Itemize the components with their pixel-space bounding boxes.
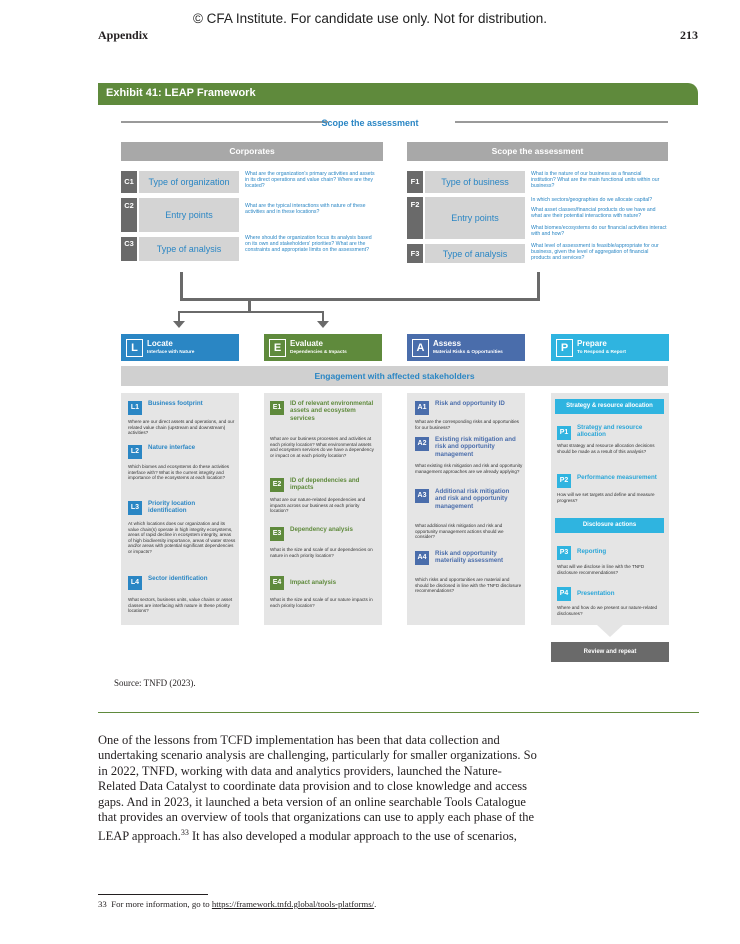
badge-l1: L1 [128,401,142,415]
question-f2-c: What biomes/ecosystems do our financial activities interact with and how? [531,225,667,238]
strategy-heading: Strategy & resource allocation [555,399,664,414]
connector-branch [178,311,324,313]
running-header-section: Appendix [98,28,149,42]
connector-right-drop [537,272,540,300]
step-title-p4: Presentation [577,590,615,597]
step-title-e4: Impact analysis [290,579,337,586]
row-label-c3: Type of analysis [139,237,239,261]
step-desc-e1: What are our business processes and activities at each priority location? What environmental assets and ecosystem services do we have a dependency or impact on at each priority location? [270,436,374,458]
step-title-a1: Risk and opportunity ID [435,400,505,407]
phase-subtitle: Interface with Nature [147,350,195,355]
step-desc-a3: What additional risk mitigation and risk and opportunity management actions should we consider? [415,523,504,540]
step-title-p2: Performance measurement [577,474,657,481]
step-desc-e3: What is the size and scale of our dependencies on nature in each priority location? [270,547,373,558]
badge-e1: E1 [270,401,284,415]
phase-title: Prepare [577,339,607,348]
footnote-rule [98,894,208,895]
financials-heading: Scope the assessment [407,142,668,161]
code-f3: F3 [407,244,423,263]
arrowhead-locate-icon [173,321,185,329]
step-title-a4: Risk and opportunity materiality assessment [435,550,504,565]
badge-l2: L2 [128,445,142,459]
badge-l4: L4 [128,576,142,590]
phase-subtitle: To Respond & Report [577,350,626,355]
step-desc-l2: Which biomes and ecosystems do these activities interface with? What is the current integrity and importance of the ecosystems at each location? [128,464,230,481]
code-f2: F2 [407,197,423,239]
step-title-e3: Dependency analysis [290,526,353,533]
exhibit-title: Exhibit 41: LEAP Framework [106,87,256,99]
step-desc-e2: What are our nature-related dependencies and impacts across our business at each priority location? [270,497,366,514]
footnote-number: 33 [98,899,107,909]
step-title-l2: Nature interface [148,444,196,451]
footnote-ref[interactable]: 33 [180,828,189,838]
step-desc-p2: How will we set targets and define and measure progress? [557,492,655,503]
step-desc-l3: At which locations does our organization and its value chain(s) operate in high integrity ecosystems, areas of rapid decline in ecosystem integrity, areas of high biodiversity importance, areas of water stress and/or areas with potential significant dependencies or impacts? [128,521,236,554]
phase-title: Locate [147,339,173,348]
question-c3: Where should the organization focus its analysis based on its own and stakeholders' priorities? What are the constraints and appropriate limits on the assessment? [245,235,372,254]
question-f3: What level of assessment is feasible/appropriate for our business, given the level of aggregation of financial products and services? [531,243,659,262]
footnote-link[interactable]: https://framework.tnfd.global/tools-platforms/ [211,899,375,909]
footnote-text: For more information, go to [111,899,212,909]
step-desc-e4: What is the size and scale of our nature impacts in each priority location? [270,597,373,608]
step-title-l3: Priority location identification [148,500,196,515]
badge-p3: P3 [557,546,571,560]
row-label-c1: Type of organization [139,171,239,193]
question-c1: What are the organization's primary activities and assets in its direct operations and value chain? Where are they located? [245,171,375,190]
body-paragraph [98,733,538,845]
phase-letter: L [126,339,143,357]
corporates-heading: Corporates [121,142,383,161]
question-c2: What are the typical interactions with nature of these activities and in these locations? [245,203,366,216]
disclosure-heading: Disclosure actions [555,518,664,533]
badge-p4: P4 [557,587,571,601]
scope-label: Scope the assessment [321,118,419,128]
step-title-e1: ID of relevant environmental assets and ecosystem services [290,400,374,422]
step-title-l1: Business footprint [148,400,203,407]
badge-e3: E3 [270,527,284,541]
code-c1: C1 [121,171,137,193]
phase-letter: P [556,339,573,357]
step-desc-a1: What are the corresponding risks and opportunities for our business? [415,419,519,430]
watermark: © CFA Institute. For candidate use only. Not for distribution. [192,11,548,26]
badge-a2: A2 [415,437,429,451]
review-and-repeat: Review and repeat [551,642,669,662]
phase-assess [407,334,525,361]
phase-letter: E [269,339,286,357]
badge-a3: A3 [415,489,429,503]
step-desc-a2: What existing risk mitigation and risk and opportunity management approaches are we already applying? [415,463,523,474]
phase-prepare [551,334,669,361]
phase-title: Assess [433,339,462,348]
phase-title: Evaluate [290,339,323,348]
phase-locate [121,334,239,361]
question-f2-a: In which sectors/geographies do we allocate capital? [531,197,653,203]
badge-p1: P1 [557,426,571,440]
code-f1: F1 [407,171,423,193]
code-c3: C3 [121,237,137,261]
row-label-f2: Entry points [425,197,525,239]
step-title-l4: Sector identification [148,575,208,582]
phase-letter: A [412,339,429,357]
question-f1: What is the nature of our business as a financial institution? What are the main functional units within our business? [531,171,660,190]
badge-p2: P2 [557,474,571,488]
step-title-p1: Strategy and resource allocation [577,424,643,439]
paragraph-tail: It has also developed a modular approach to the use of scenarios, [188,829,517,844]
phase-subtitle: Dependencies & Impacts [290,350,347,355]
phase-evaluate [264,334,382,361]
page-number: 213 [680,28,698,42]
step-desc-l4: What sectors, business units, value chains or asset classes are interfacing with nature in these priority locations? [128,597,233,614]
engagement-bar: Engagement with affected stakeholders [121,366,668,386]
exhibit-separator [98,712,699,713]
badge-l3: L3 [128,501,142,515]
footnote [98,899,376,909]
connector-left-drop [180,272,183,300]
badge-e2: E2 [270,478,284,492]
paragraph-text: One of the lessons from TCFD implementation has been that data collection and undertaking scenario analysis are challenging, particularly for smaller organizations. So in 2022, TNFD, working with data and analytics providers, launched the Nature-Related Data Catalyst to coordinate data provision and to close knowledge and access gaps. And in 2023, it launched a beta version of an online searchable Tools Catalogue that provides an overview of tools that organizations can use to apply each phase of the LEAP approach. [98,733,537,844]
step-desc-p3: What will we disclose in line with the TNFD disclosure recommendations? [557,564,645,575]
badge-e4: E4 [270,576,284,590]
connector-horizontal [180,298,540,301]
badge-a4: A4 [415,551,429,565]
exhibit-source: Source: TNFD (2023). [114,678,196,688]
row-label-f1: Type of business [425,171,525,193]
footnote-end: . [374,899,377,909]
phase-subtitle: Material Risks & Opportunities [433,350,503,355]
question-f2-b: What asset classes/financial products do we have and what are their potential interactions with nature? [531,207,656,220]
row-label-c2: Entry points [139,198,239,232]
step-desc-p1: What strategy and resource allocation decisions should be made as a result of this analysis? [557,443,655,454]
arrowhead-evaluate-icon [317,321,329,329]
step-desc-a4: Which risks and opportunities are material and should be disclosed in line with the TNFD disclosure recommendations? [415,577,522,594]
step-title-e2: ID of dependencies and impacts [290,477,360,492]
badge-a1: A1 [415,401,429,415]
step-desc-p4: Where and how do we present our nature-related disclosures? [557,605,658,616]
step-desc-l1: Where are our direct assets and operations, and our related value chain (upstream and downstream) activities? [128,419,235,436]
row-label-f3: Type of analysis [425,244,525,263]
step-title-p3: Reporting [577,548,607,555]
step-title-a2: Existing risk mitigation and risk and opportunity management [435,436,516,458]
prepare-chevron-icon [596,624,624,638]
code-c2: C2 [121,198,137,232]
step-title-a3: Additional risk mitigation and risk and opportunity management [435,488,510,510]
